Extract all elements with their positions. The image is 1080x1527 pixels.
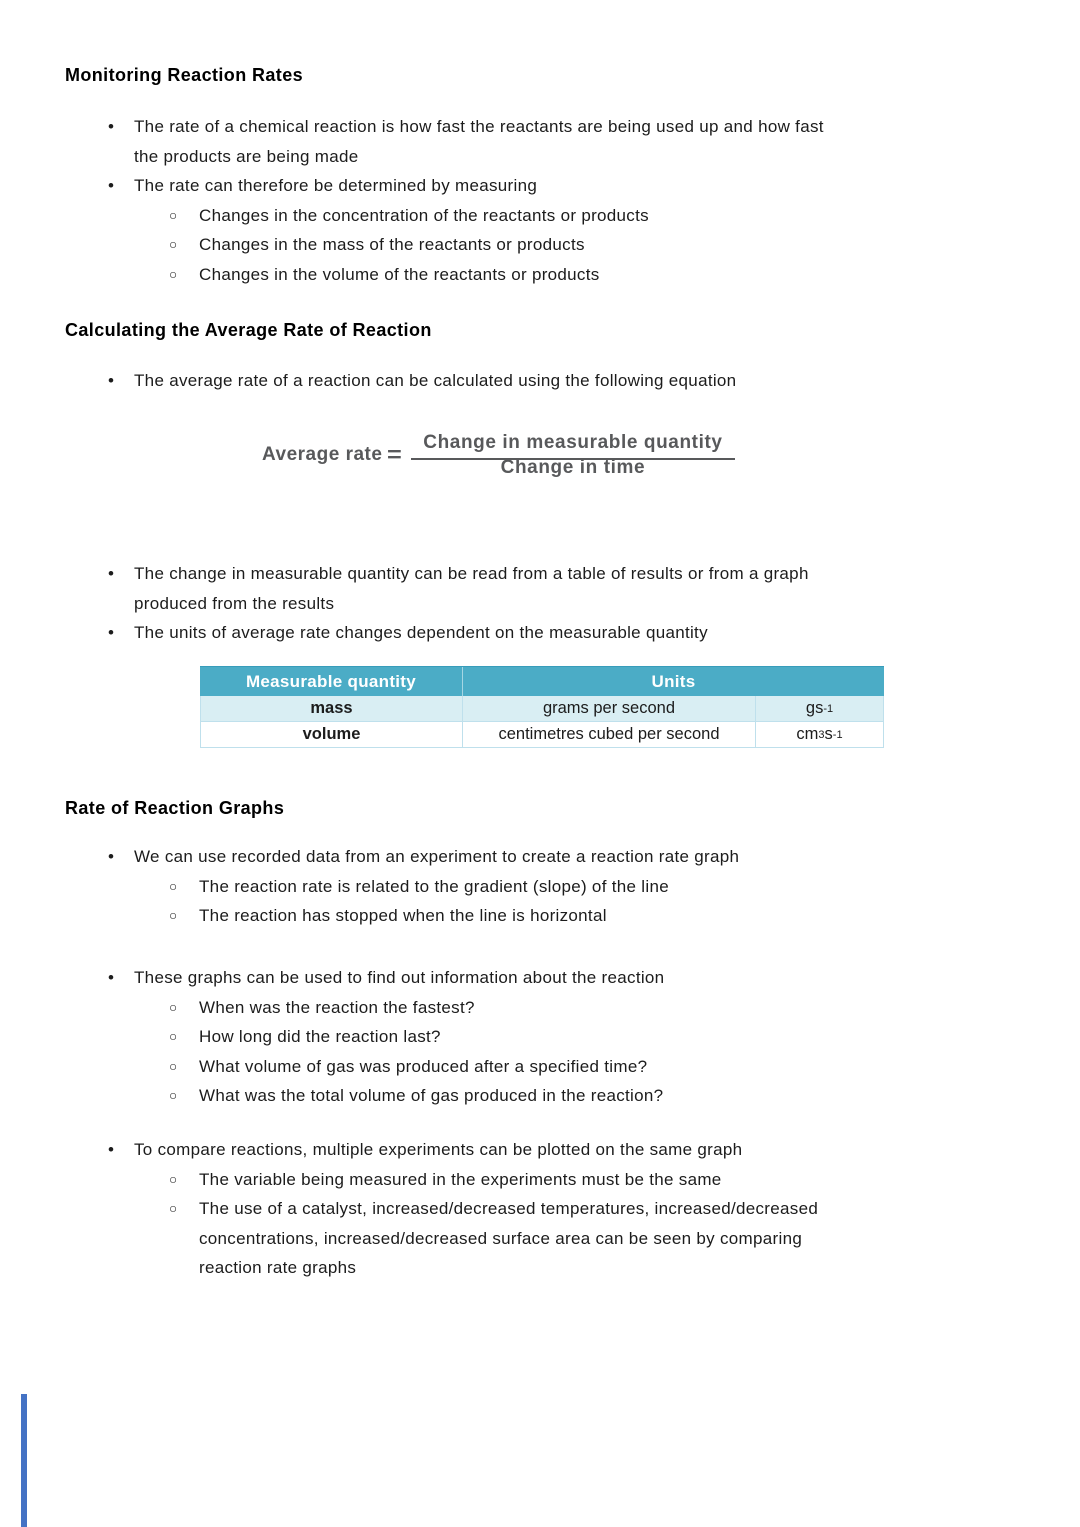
unit-base: gs	[805, 699, 824, 717]
list-item-text: The reaction has stopped when the line is horizontal	[199, 906, 607, 925]
bullet-list-monitoring	[107, 112, 1027, 289]
bullet-dot-icon: •	[108, 847, 115, 866]
equation-denominator: Change in time	[500, 457, 646, 478]
cell-unit-words: grams per second	[462, 696, 755, 722]
bullet-circle-icon: ○	[169, 237, 178, 252]
list-item-text: What volume of gas was produced after a specified time?	[199, 1056, 648, 1076]
page-edge-accent-bar	[21, 1394, 27, 1527]
list-item-text: The average rate of a reaction can be calculated using the following equation	[134, 371, 737, 390]
list-item	[107, 201, 1027, 231]
list-item-text: These graphs can be used to find out information about the reaction	[134, 968, 665, 987]
list-item-text: How long did the reaction last?	[199, 1027, 441, 1046]
bullet-list-average-rate	[107, 366, 1027, 396]
list-item-text: When was the reaction the fastest?	[199, 997, 475, 1017]
bullet-circle-icon: ○	[169, 266, 178, 282]
units-table-header-units: Units	[462, 667, 884, 696]
list-item-text: reaction rate graphs	[199, 1258, 357, 1277]
bullet-dot-icon: •	[108, 968, 115, 987]
list-item-text: What was the total volume of gas produced in the reaction?	[199, 1086, 664, 1105]
bullet-dot-icon: •	[108, 623, 115, 642]
list-item	[107, 1022, 1027, 1052]
bullet-circle-icon: ○	[169, 1029, 178, 1044]
list-item-text: Changes in the mass of the reactants or products	[199, 235, 585, 254]
list-item	[107, 230, 1027, 260]
bullet-circle-icon: ○	[169, 878, 178, 894]
list-item	[107, 993, 1027, 1023]
list-item-text: produced from the results	[134, 593, 335, 613]
table-row	[200, 722, 884, 748]
list-item-text: The use of a catalyst, increased/decreased temperatures, increased/decreased	[199, 1199, 819, 1218]
list-item-text: We can use recorded data from an experiment to create a reaction rate graph	[134, 847, 740, 866]
list-item-continuation	[107, 589, 1027, 619]
list-item	[107, 872, 1027, 902]
units-table-header-quantity: Measurable quantity	[245, 671, 417, 691]
bullet-circle-icon: ○	[169, 908, 178, 923]
section-heading-calculating: Calculating the Average Rate of Reaction	[65, 320, 432, 340]
list-item-text: The change in measurable quantity can be read from a table of results or from a graph	[134, 564, 809, 583]
list-item-text: To compare reactions, multiple experiments can be plotted on the same graph	[134, 1140, 743, 1159]
equation-numerator: Change in measurable quantity	[411, 432, 734, 460]
bullet-dot-icon: •	[108, 117, 115, 136]
bullet-dot-icon: •	[108, 1140, 115, 1159]
bullet-dot-icon: •	[108, 371, 115, 390]
list-item-text: The variable being measured in the experiments must be the same	[199, 1169, 722, 1189]
section-heading-graphs: Rate of Reaction Graphs	[65, 798, 285, 818]
bullet-list-graph-uses	[107, 963, 1027, 1111]
bullet-list-units	[107, 559, 1027, 648]
bullet-list-graph-intro	[107, 842, 1027, 931]
bullet-list-compare	[107, 1135, 1027, 1283]
cell-measurable-quantity: mass	[200, 696, 462, 722]
list-item-text: The rate can therefore be determined by measuring	[134, 176, 538, 195]
list-item-continuation	[107, 1224, 1027, 1254]
cell-unit-symbol: gs -1	[755, 696, 884, 722]
units-table-body	[200, 696, 884, 748]
list-item	[107, 1052, 1027, 1082]
list-item	[107, 963, 1027, 993]
list-item	[107, 260, 1027, 290]
list-item	[107, 1135, 1027, 1165]
average-rate-equation	[262, 430, 735, 480]
bullet-dot-icon: •	[108, 564, 115, 583]
list-item	[107, 366, 1027, 396]
list-item	[107, 1194, 1027, 1224]
bullet-circle-icon: ○	[169, 1171, 178, 1187]
list-item-text: concentrations, increased/decreased surface area can be seen by comparing	[199, 1228, 803, 1248]
list-item	[107, 618, 1027, 648]
list-item-continuation	[107, 142, 1027, 172]
units-table-header-row	[200, 666, 884, 696]
list-item-text: The reaction rate is related to the gradient (slope) of the line	[199, 876, 669, 896]
equation-fraction	[411, 430, 734, 480]
section-heading-monitoring: Monitoring Reaction Rates	[65, 65, 304, 85]
bullet-circle-icon: ○	[169, 207, 178, 223]
list-item-continuation	[107, 1253, 1027, 1283]
list-item	[107, 1081, 1027, 1111]
bullet-dot-icon: •	[108, 176, 115, 195]
unit-base: cm	[796, 725, 819, 743]
cell-unit-words: centimetres cubed per second	[462, 722, 755, 748]
cell-measurable-quantity: volume	[200, 722, 462, 748]
list-item-text: The units of average rate changes dependent on the measurable quantity	[134, 623, 708, 642]
bullet-circle-icon: ○	[169, 1201, 178, 1216]
unit-base: s	[824, 725, 833, 743]
cell-unit-symbol: cm 3 s -1	[755, 722, 884, 748]
list-item	[107, 112, 1027, 142]
bullet-circle-icon: ○	[169, 1058, 178, 1074]
list-item-text: Changes in the concentration of the reactants or products	[199, 205, 649, 225]
bullet-circle-icon: ○	[169, 999, 178, 1015]
list-item	[107, 1165, 1027, 1195]
equation-lhs: Average rate	[262, 444, 383, 465]
list-item	[107, 171, 1027, 201]
list-item-text: Changes in the volume of the reactants or products	[199, 264, 600, 284]
table-row	[200, 696, 884, 722]
bullet-circle-icon: ○	[169, 1088, 178, 1103]
equation-equals-sign: =	[387, 442, 403, 467]
units-table	[200, 666, 884, 748]
list-item	[107, 842, 1027, 872]
list-item	[107, 901, 1027, 931]
list-item-text: the products are being made	[134, 146, 359, 166]
list-item	[107, 559, 1027, 589]
list-item-text: The rate of a chemical reaction is how fast the reactants are being used up and how fast	[134, 117, 824, 136]
